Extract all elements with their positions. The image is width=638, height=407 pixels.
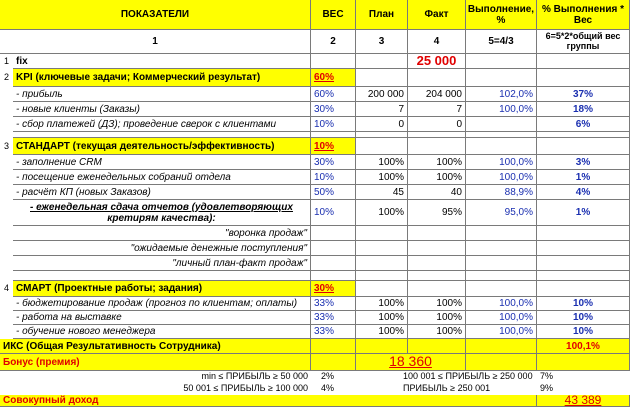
- item-fact[interactable]: 7: [408, 102, 466, 117]
- item-exec-weight[interactable]: 1%: [537, 170, 630, 185]
- item-fact[interactable]: 40: [408, 185, 466, 200]
- cell[interactable]: [311, 226, 356, 241]
- item-plan[interactable]: 100%: [356, 297, 408, 311]
- weekly-report-label-line2: кретирям качества):: [107, 212, 216, 224]
- item-label[interactable]: - расчёт КП (новых Заказов): [13, 185, 311, 200]
- table-row: [0, 256, 638, 271]
- tier-pct: 4%: [321, 383, 335, 394]
- standard-group-row: [0, 138, 638, 155]
- table-row: [0, 155, 638, 170]
- table-row: [0, 325, 638, 339]
- cell[interactable]: [356, 138, 408, 155]
- item-label[interactable]: - работа на выставке: [13, 311, 311, 325]
- cell[interactable]: [466, 354, 537, 371]
- cell[interactable]: [466, 241, 537, 256]
- item-exec-weight[interactable]: 10%: [537, 325, 630, 339]
- total-value[interactable]: 43 389: [537, 395, 630, 407]
- table-row: [0, 200, 638, 226]
- cell[interactable]: [537, 256, 630, 271]
- cell[interactable]: [311, 339, 356, 354]
- item-exec-weight[interactable]: 1%: [537, 200, 630, 226]
- item-plan[interactable]: 7: [356, 102, 408, 117]
- item-weight[interactable]: 60%: [311, 87, 356, 102]
- table-row: [0, 87, 638, 102]
- colnum-fact[interactable]: 4: [408, 30, 466, 54]
- weekly-report-label-line1: - еженедельная сдача отчетов (удовлетворяющих: [30, 201, 293, 213]
- item-plan[interactable]: 0: [356, 117, 408, 132]
- table-row: [0, 170, 638, 185]
- item-plan[interactable]: 200 000: [356, 87, 408, 102]
- item-exec-weight[interactable]: 18%: [537, 102, 630, 117]
- item-weight[interactable]: 33%: [311, 297, 356, 311]
- cell[interactable]: [356, 226, 408, 241]
- item-plan[interactable]: 100%: [356, 200, 408, 226]
- cell[interactable]: [466, 226, 537, 241]
- tier-pct: 9%: [540, 383, 554, 394]
- table-row: [0, 102, 638, 117]
- item-fact[interactable]: 0: [408, 117, 466, 132]
- item-label[interactable]: - заполнение CRM: [13, 155, 311, 170]
- item-plan[interactable]: 100%: [356, 325, 408, 339]
- table-row: [0, 185, 638, 200]
- cell[interactable]: [356, 256, 408, 271]
- spacer-row: [0, 271, 638, 281]
- header-weight[interactable]: ВЕС: [311, 0, 356, 30]
- item-weight[interactable]: 30%: [311, 102, 356, 117]
- cell[interactable]: [466, 281, 537, 297]
- tier-row: [0, 371, 638, 383]
- tier-row: [0, 383, 638, 395]
- item-exec[interactable]: [466, 117, 537, 132]
- header-exec[interactable]: Выполнение, %: [466, 0, 537, 30]
- row-number: 4: [3, 283, 9, 294]
- item-fact[interactable]: 100%: [408, 155, 466, 170]
- item-label[interactable]: - обучение нового менеджера: [13, 325, 311, 339]
- fix-row: [0, 54, 638, 69]
- header-plan[interactable]: План: [356, 0, 408, 30]
- item-exec[interactable]: 100,0%: [466, 102, 537, 117]
- cell[interactable]: [537, 69, 630, 87]
- kpi-group-row: [0, 69, 638, 87]
- standard-weight[interactable]: 10%: [311, 138, 356, 155]
- cell[interactable]: [311, 256, 356, 271]
- item-plan[interactable]: 100%: [356, 155, 408, 170]
- iks-value[interactable]: 100,1%: [537, 339, 630, 354]
- cell[interactable]: [356, 241, 408, 256]
- item-exec-weight[interactable]: 3%: [537, 155, 630, 170]
- total-row: [0, 392, 638, 407]
- cell: [311, 271, 356, 281]
- item-plan[interactable]: 45: [356, 185, 408, 200]
- cell[interactable]: [537, 138, 630, 155]
- cell[interactable]: [466, 339, 537, 354]
- item-weight[interactable]: 33%: [311, 311, 356, 325]
- weekly-report-label[interactable]: [13, 200, 311, 226]
- cell[interactable]: [537, 241, 630, 256]
- bonus-row: [0, 354, 638, 371]
- item-label[interactable]: - сбор платежей (ДЗ); проведение сверок с клиентами: [13, 117, 311, 132]
- cell[interactable]: [466, 256, 537, 271]
- cell[interactable]: [466, 54, 537, 69]
- column-number-row: [0, 30, 638, 54]
- item-fact[interactable]: 204 000: [408, 87, 466, 102]
- item-plan[interactable]: 100%: [356, 311, 408, 325]
- item-weight[interactable]: 10%: [311, 170, 356, 185]
- tier-label: 100 001 ≤ ПРИБЫЛЬ ≥ 250 000: [403, 371, 533, 382]
- table-row: [0, 297, 638, 311]
- item-exec[interactable]: 102,0%: [466, 87, 537, 102]
- table-row: [0, 117, 638, 132]
- total-label[interactable]: Совокупный доход: [0, 395, 537, 407]
- report-item[interactable]: "личный план-факт продаж": [13, 256, 311, 271]
- cell[interactable]: [537, 354, 630, 371]
- tier-pct: 7%: [540, 371, 554, 382]
- tier-label: min ≤ ПРИБЫЛЬ ≥ 50 000: [201, 371, 308, 382]
- item-plan[interactable]: 100%: [356, 170, 408, 185]
- cell[interactable]: [408, 226, 466, 241]
- cell[interactable]: [356, 54, 408, 69]
- item-weight[interactable]: 50%: [311, 185, 356, 200]
- cell[interactable]: [466, 138, 537, 155]
- item-weight[interactable]: 33%: [311, 325, 356, 339]
- colnum-exec[interactable]: 5=4/3: [466, 30, 537, 54]
- bonus-value[interactable]: 18 360: [356, 354, 466, 371]
- cell: [13, 271, 311, 281]
- item-exec[interactable]: 100,0%: [466, 170, 537, 185]
- item-exec[interactable]: 100,0%: [466, 155, 537, 170]
- item-exec[interactable]: 95,0%: [466, 200, 537, 226]
- report-item[interactable]: "ожидаемые денежные поступления": [13, 241, 311, 256]
- table-row: [0, 241, 638, 256]
- item-exec[interactable]: 100,0%: [466, 311, 537, 325]
- cell: [408, 271, 466, 281]
- cell[interactable]: [311, 354, 356, 371]
- cell[interactable]: [356, 69, 408, 87]
- smart-weight[interactable]: 30%: [311, 281, 356, 297]
- cell[interactable]: [408, 241, 466, 256]
- tier-label: ПРИБЫЛЬ ≥ 250 001: [403, 383, 491, 394]
- cell[interactable]: [408, 339, 466, 354]
- cell[interactable]: [408, 256, 466, 271]
- colnum-plan[interactable]: 3: [356, 30, 408, 54]
- cell[interactable]: [408, 138, 466, 155]
- cell[interactable]: [311, 54, 356, 69]
- smart-title[interactable]: СМАРТ (Проектные работы; задания): [13, 281, 311, 297]
- cell[interactable]: [408, 69, 466, 87]
- item-weight[interactable]: 30%: [311, 155, 356, 170]
- fix-label[interactable]: fix: [13, 54, 311, 69]
- item-weight[interactable]: 10%: [311, 200, 356, 226]
- colnum-name[interactable]: 1: [0, 30, 311, 54]
- colnum-weight[interactable]: 2: [311, 30, 356, 54]
- kpi-weight[interactable]: 60%: [311, 69, 356, 87]
- cell[interactable]: [356, 339, 408, 354]
- kpi-title[interactable]: KPI (ключевые задачи; Коммерческий результат): [13, 69, 311, 87]
- item-weight[interactable]: 10%: [311, 117, 356, 132]
- cell[interactable]: [408, 281, 466, 297]
- table-row: [0, 311, 638, 325]
- row-number: 3: [3, 140, 9, 151]
- iks-row: [0, 339, 638, 354]
- iks-label[interactable]: ИКС (Общая Результативность Сотрудника): [0, 339, 311, 354]
- header-fact[interactable]: Факт: [408, 0, 466, 30]
- cell[interactable]: [537, 281, 630, 297]
- item-label[interactable]: - бюджетирование продаж (прогноз по клиентам; оплаты): [13, 297, 311, 311]
- fix-value[interactable]: 25 000: [408, 54, 466, 69]
- item-exec-weight[interactable]: 10%: [537, 311, 630, 325]
- item-exec-weight[interactable]: 10%: [537, 297, 630, 311]
- item-label[interactable]: - прибыль: [13, 87, 311, 102]
- bonus-label[interactable]: Бонус (премия): [0, 354, 311, 371]
- item-exec-weight[interactable]: 6%: [537, 117, 630, 132]
- item-exec[interactable]: 100,0%: [466, 325, 537, 339]
- smart-group-row: [0, 281, 638, 297]
- table-row: [0, 226, 638, 241]
- item-fact[interactable]: 100%: [408, 325, 466, 339]
- header-name[interactable]: ПОКАЗАТЕЛИ: [0, 0, 311, 30]
- item-fact[interactable]: 100%: [408, 311, 466, 325]
- colnum-exec-weight[interactable]: 6=5*2*общий вес группы: [537, 30, 630, 54]
- cell[interactable]: [311, 241, 356, 256]
- cell[interactable]: [537, 54, 630, 69]
- header-row: [0, 0, 638, 30]
- row-number: 2: [3, 72, 9, 83]
- item-label[interactable]: - новые клиенты (Заказы): [13, 102, 311, 117]
- cell[interactable]: [466, 69, 537, 87]
- cell: [537, 271, 630, 281]
- item-fact[interactable]: 100%: [408, 170, 466, 185]
- item-fact[interactable]: 100%: [408, 297, 466, 311]
- item-exec-weight[interactable]: 4%: [537, 185, 630, 200]
- report-item[interactable]: "воронка продаж": [13, 226, 311, 241]
- row-number: 1: [3, 55, 9, 66]
- header-exec-weight[interactable]: % Выполнения * Вес: [537, 0, 630, 30]
- standard-title[interactable]: СТАНДАРТ (текущая деятельность/эффективность): [13, 138, 311, 155]
- tier-pct: 2%: [321, 371, 335, 382]
- cell: [466, 271, 537, 281]
- item-exec-weight[interactable]: 37%: [537, 87, 630, 102]
- cell: [356, 271, 408, 281]
- item-label[interactable]: - посещение еженедельных собраний отдела: [13, 170, 311, 185]
- cell[interactable]: [356, 281, 408, 297]
- tier-label: 50 001 ≤ ПРИБЫЛЬ ≥ 100 000: [183, 383, 308, 394]
- item-fact[interactable]: 95%: [408, 200, 466, 226]
- cell[interactable]: [537, 226, 630, 241]
- item-exec[interactable]: 100,0%: [466, 297, 537, 311]
- item-exec[interactable]: 88,9%: [466, 185, 537, 200]
